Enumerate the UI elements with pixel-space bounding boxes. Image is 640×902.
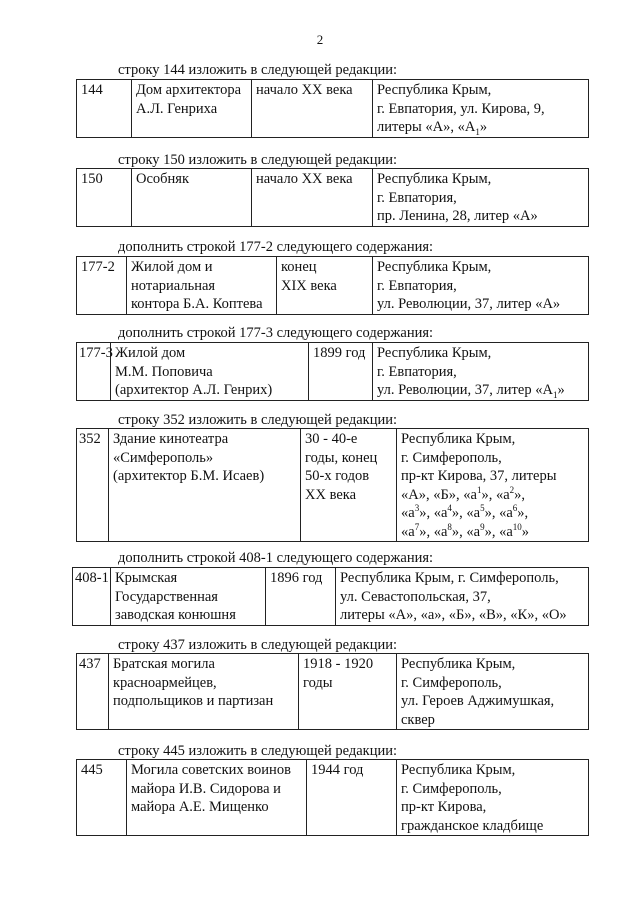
row-number-cell: 177-3 [77,343,111,401]
object-name-cell: Братская могила красноармейцев, подпольщиков и партизан [109,654,299,730]
amendment-intro: дополнить строкой 177-2 следующего содержания: [118,239,434,255]
dating-cell: начало XX века [252,80,373,138]
row-number-cell: 437 [77,654,109,730]
address-cell: Республика Крым, г. Симферополь, пр-кт Кирова, 37, литеры «А», «Б», «$а^1$», «$а^2$», «$а^3$», «$а^4$», «$а^5$», «$а^6$», «$а^7$», «$а^8$», «$а^9$», «$а^{10}$» [397,429,589,542]
object-name-cell: Особняк [132,169,252,227]
heritage-record-table [76,79,589,138]
amendment-intro: строку 352 изложить в следующей редакции: [118,412,397,428]
dating-cell: 1899 год [309,343,373,401]
table-row [77,169,589,227]
amendment-intro: строку 437 изложить в следующей редакции: [118,637,397,653]
table-row [77,760,589,836]
amendment-intro: дополнить строкой 177-3 следующего содержания: [118,325,434,341]
address-cell: Республика Крым, г. Симферополь, ул. Героев Аджимушкая, сквер [397,654,589,730]
table-row [77,80,589,138]
object-name-cell: Крымская Государственная заводская конюшня [111,568,266,626]
heritage-record-table [76,653,589,730]
object-name-cell: Жилой дом и нотариальная контора Б.А. Коптева [127,257,277,315]
row-number-cell: 177-2 [77,257,127,315]
heritage-record-table [76,342,589,401]
dating-cell: 1918 - 1920 годы [299,654,397,730]
address-cell: Республика Крым, г. Симферополь, пр-кт Кирова, гражданское кладбище [397,760,589,836]
table-row [77,343,589,401]
amendment-intro: строку 150 изложить в следующей редакции: [118,152,397,168]
heritage-record-table [76,428,589,542]
address-cell: Республика Крым, г. Евпатория, ул. Кирова, 9, литеры «А», «$А_1$» [373,80,589,138]
object-name-cell: Дом архитектора А.Л. Генриха [132,80,252,138]
dating-cell: конец XIX века [277,257,373,315]
object-name-cell: Здание кинотеатра «Симферополь» (архитектор Б.М. Исаев) [109,429,301,542]
dating-cell: 30 - 40-е годы, конец 50-х годов XX века [301,429,397,542]
heritage-record-table [76,759,589,836]
object-name-cell: Жилой дом М.М. Поповича (архитектор А.Л. Генрих) [111,343,309,401]
amendment-intro: строку 144 изложить в следующей редакции: [118,62,397,78]
amendment-intro: строку 445 изложить в следующей редакции: [118,743,397,759]
address-cell: Республика Крым, г. Евпатория, ул. Революции, 37, литер «$А_1$» [373,343,589,401]
table-row [77,429,589,542]
heritage-record-table [72,567,589,626]
table-row [77,654,589,730]
address-cell: Республика Крым, г. Симферополь, ул. Севастопольская, 37, литеры «А», «а», «Б», «В», «К», «О» [336,568,589,626]
amendment-intro: дополнить строкой 408-1 следующего содержания: [118,550,434,566]
dating-cell: начало XX века [252,169,373,227]
page-number: 2 [316,32,324,47]
heritage-record-table [76,256,589,315]
dating-cell: 1896 год [266,568,336,626]
address-cell: Республика Крым, г. Евпатория, пр. Ленина, 28, литер «А» [373,169,589,227]
table-row [73,568,589,626]
address-cell: Республика Крым, г. Евпатория, ул. Революции, 37, литер «А» [373,257,589,315]
row-number-cell: 445 [77,760,127,836]
object-name-cell: Могила советских воинов майора И.В. Сидорова и майора А.Е. Мищенко [127,760,307,836]
row-number-cell: 352 [77,429,109,542]
dating-cell: 1944 год [307,760,397,836]
row-number-cell: 408-1 [73,568,111,626]
row-number-cell: 144 [77,80,132,138]
table-row [77,257,589,315]
row-number-cell: 150 [77,169,132,227]
heritage-record-table [76,168,589,227]
